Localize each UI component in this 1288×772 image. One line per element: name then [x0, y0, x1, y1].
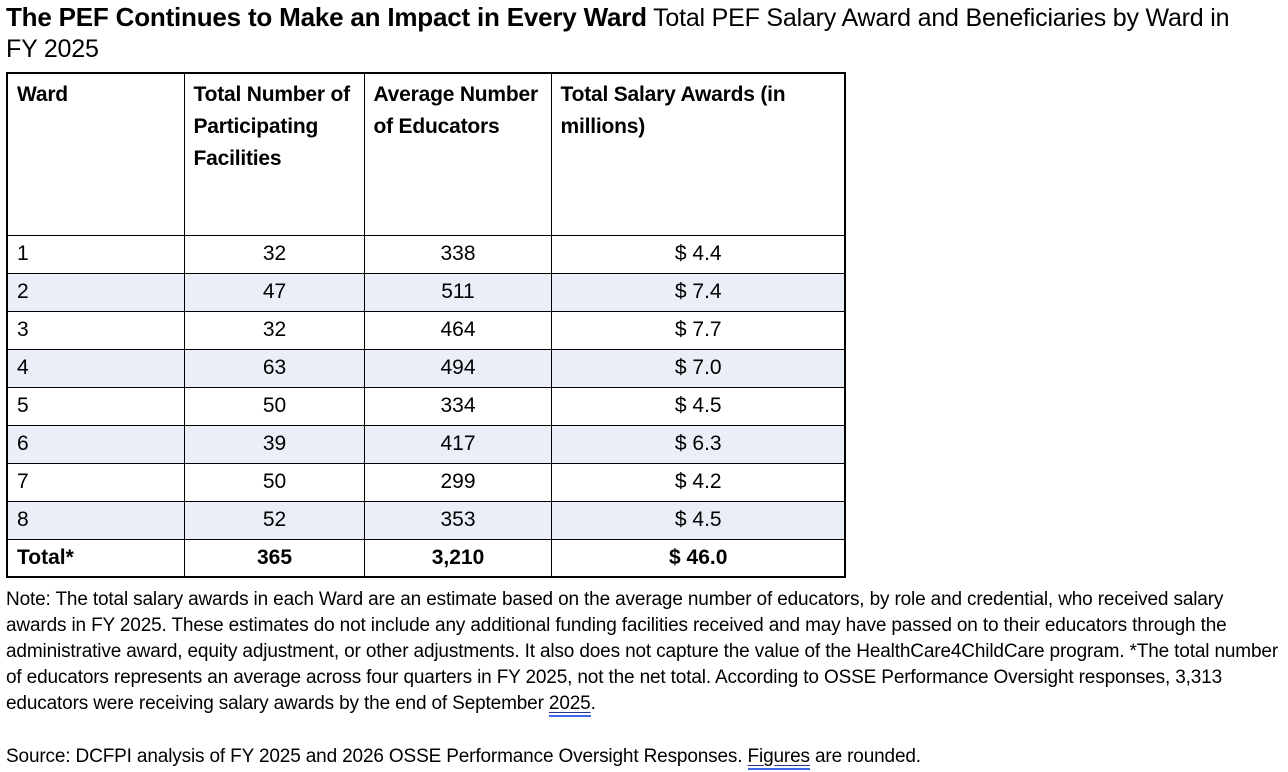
- cell-awards: $ 7.0: [551, 349, 845, 387]
- cell-facilities: 39: [184, 425, 364, 463]
- source-paragraph: [6, 744, 1280, 770]
- cell-educators: 338: [364, 235, 551, 273]
- figure-title-subtitle: Total PEF Salary Award and Beneficiaries by Ward in FY 2025: [6, 4, 1230, 63]
- cell-total-facilities: 365: [184, 539, 364, 577]
- cell-ward: 6: [7, 425, 184, 463]
- cell-ward: 2: [7, 273, 184, 311]
- cell-ward: 8: [7, 501, 184, 539]
- figure-title: [6, 2, 1258, 65]
- header-educators: Average Number of Educators: [364, 73, 551, 235]
- cell-awards: $ 4.5: [551, 387, 845, 425]
- cell-facilities: 52: [184, 501, 364, 539]
- source-text: Source: DCFPI analysis of FY 2025 and 2026 OSSE Performance Oversight Responses.: [6, 746, 748, 767]
- cell-ward: 1: [7, 235, 184, 273]
- note-paragraph: [6, 587, 1280, 717]
- cell-facilities: 50: [184, 387, 364, 425]
- cell-facilities: 32: [184, 311, 364, 349]
- table-row-ward-1: [7, 235, 845, 273]
- cell-total-educators: 3,210: [364, 539, 551, 577]
- cell-awards: $ 4.2: [551, 463, 845, 501]
- header-awards: Total Salary Awards (in millions): [551, 73, 845, 235]
- cell-educators: 299: [364, 463, 551, 501]
- cell-awards: $ 6.3: [551, 425, 845, 463]
- cell-ward: 5: [7, 387, 184, 425]
- header-row: [7, 73, 845, 235]
- table-row-ward-2: [7, 273, 845, 311]
- cell-ward: 4: [7, 349, 184, 387]
- note-text-end: .: [590, 693, 596, 714]
- table-row-total: [7, 539, 845, 577]
- cell-awards: $ 7.7: [551, 311, 845, 349]
- header-facilities: Total Number of Participating Facilities: [184, 73, 364, 235]
- cell-facilities: 47: [184, 273, 364, 311]
- cell-ward: 3: [7, 311, 184, 349]
- cell-facilities: 63: [184, 349, 364, 387]
- table-row-ward-7: [7, 463, 845, 501]
- cell-awards: $ 4.4: [551, 235, 845, 273]
- cell-educators: 511: [364, 273, 551, 311]
- table-row-ward-3: [7, 311, 845, 349]
- table-row-ward-8: [7, 501, 845, 539]
- cell-awards: $ 4.5: [551, 501, 845, 539]
- cell-educators: 334: [364, 387, 551, 425]
- figure-title-heading: The PEF Continues to Make an Impact in Every Ward: [6, 2, 647, 32]
- cell-educators: 353: [364, 501, 551, 539]
- cell-educators: 464: [364, 311, 551, 349]
- cell-facilities: 50: [184, 463, 364, 501]
- source-text-end: are rounded.: [809, 746, 921, 767]
- source-grammar-underlined-word: Figures: [748, 746, 810, 770]
- table-row-ward-4: [7, 349, 845, 387]
- note-text: Note: The total salary awards in each Ward are an estimate based on the average number of educators, by role and credential, who received salary awards in FY 2025. These estimates do not include any additional funding facilities received and may have passed on to their educators through the administrative award, equity adjustment, or other adjustments. It also does not capture the value of the HealthCare4ChildCare program. *The total number of educators represents an average across four quarters in FY 2025, not the net total. According to OSSE Performance Oversight responses, 3,313 educators were receiving salary awards by the end of September: [6, 589, 1278, 714]
- table-row-ward-6: [7, 425, 845, 463]
- ward-table: [6, 72, 846, 578]
- cell-educators: 417: [364, 425, 551, 463]
- cell-total-awards: $ 46.0: [551, 539, 845, 577]
- cell-ward: 7: [7, 463, 184, 501]
- cell-facilities: 32: [184, 235, 364, 273]
- note-grammar-underlined-word: 2025: [549, 693, 591, 717]
- header-ward: Ward: [7, 73, 184, 235]
- cell-educators: 494: [364, 349, 551, 387]
- cell-awards: $ 7.4: [551, 273, 845, 311]
- table-row-ward-5: [7, 387, 845, 425]
- cell-total-label: Total*: [7, 539, 184, 577]
